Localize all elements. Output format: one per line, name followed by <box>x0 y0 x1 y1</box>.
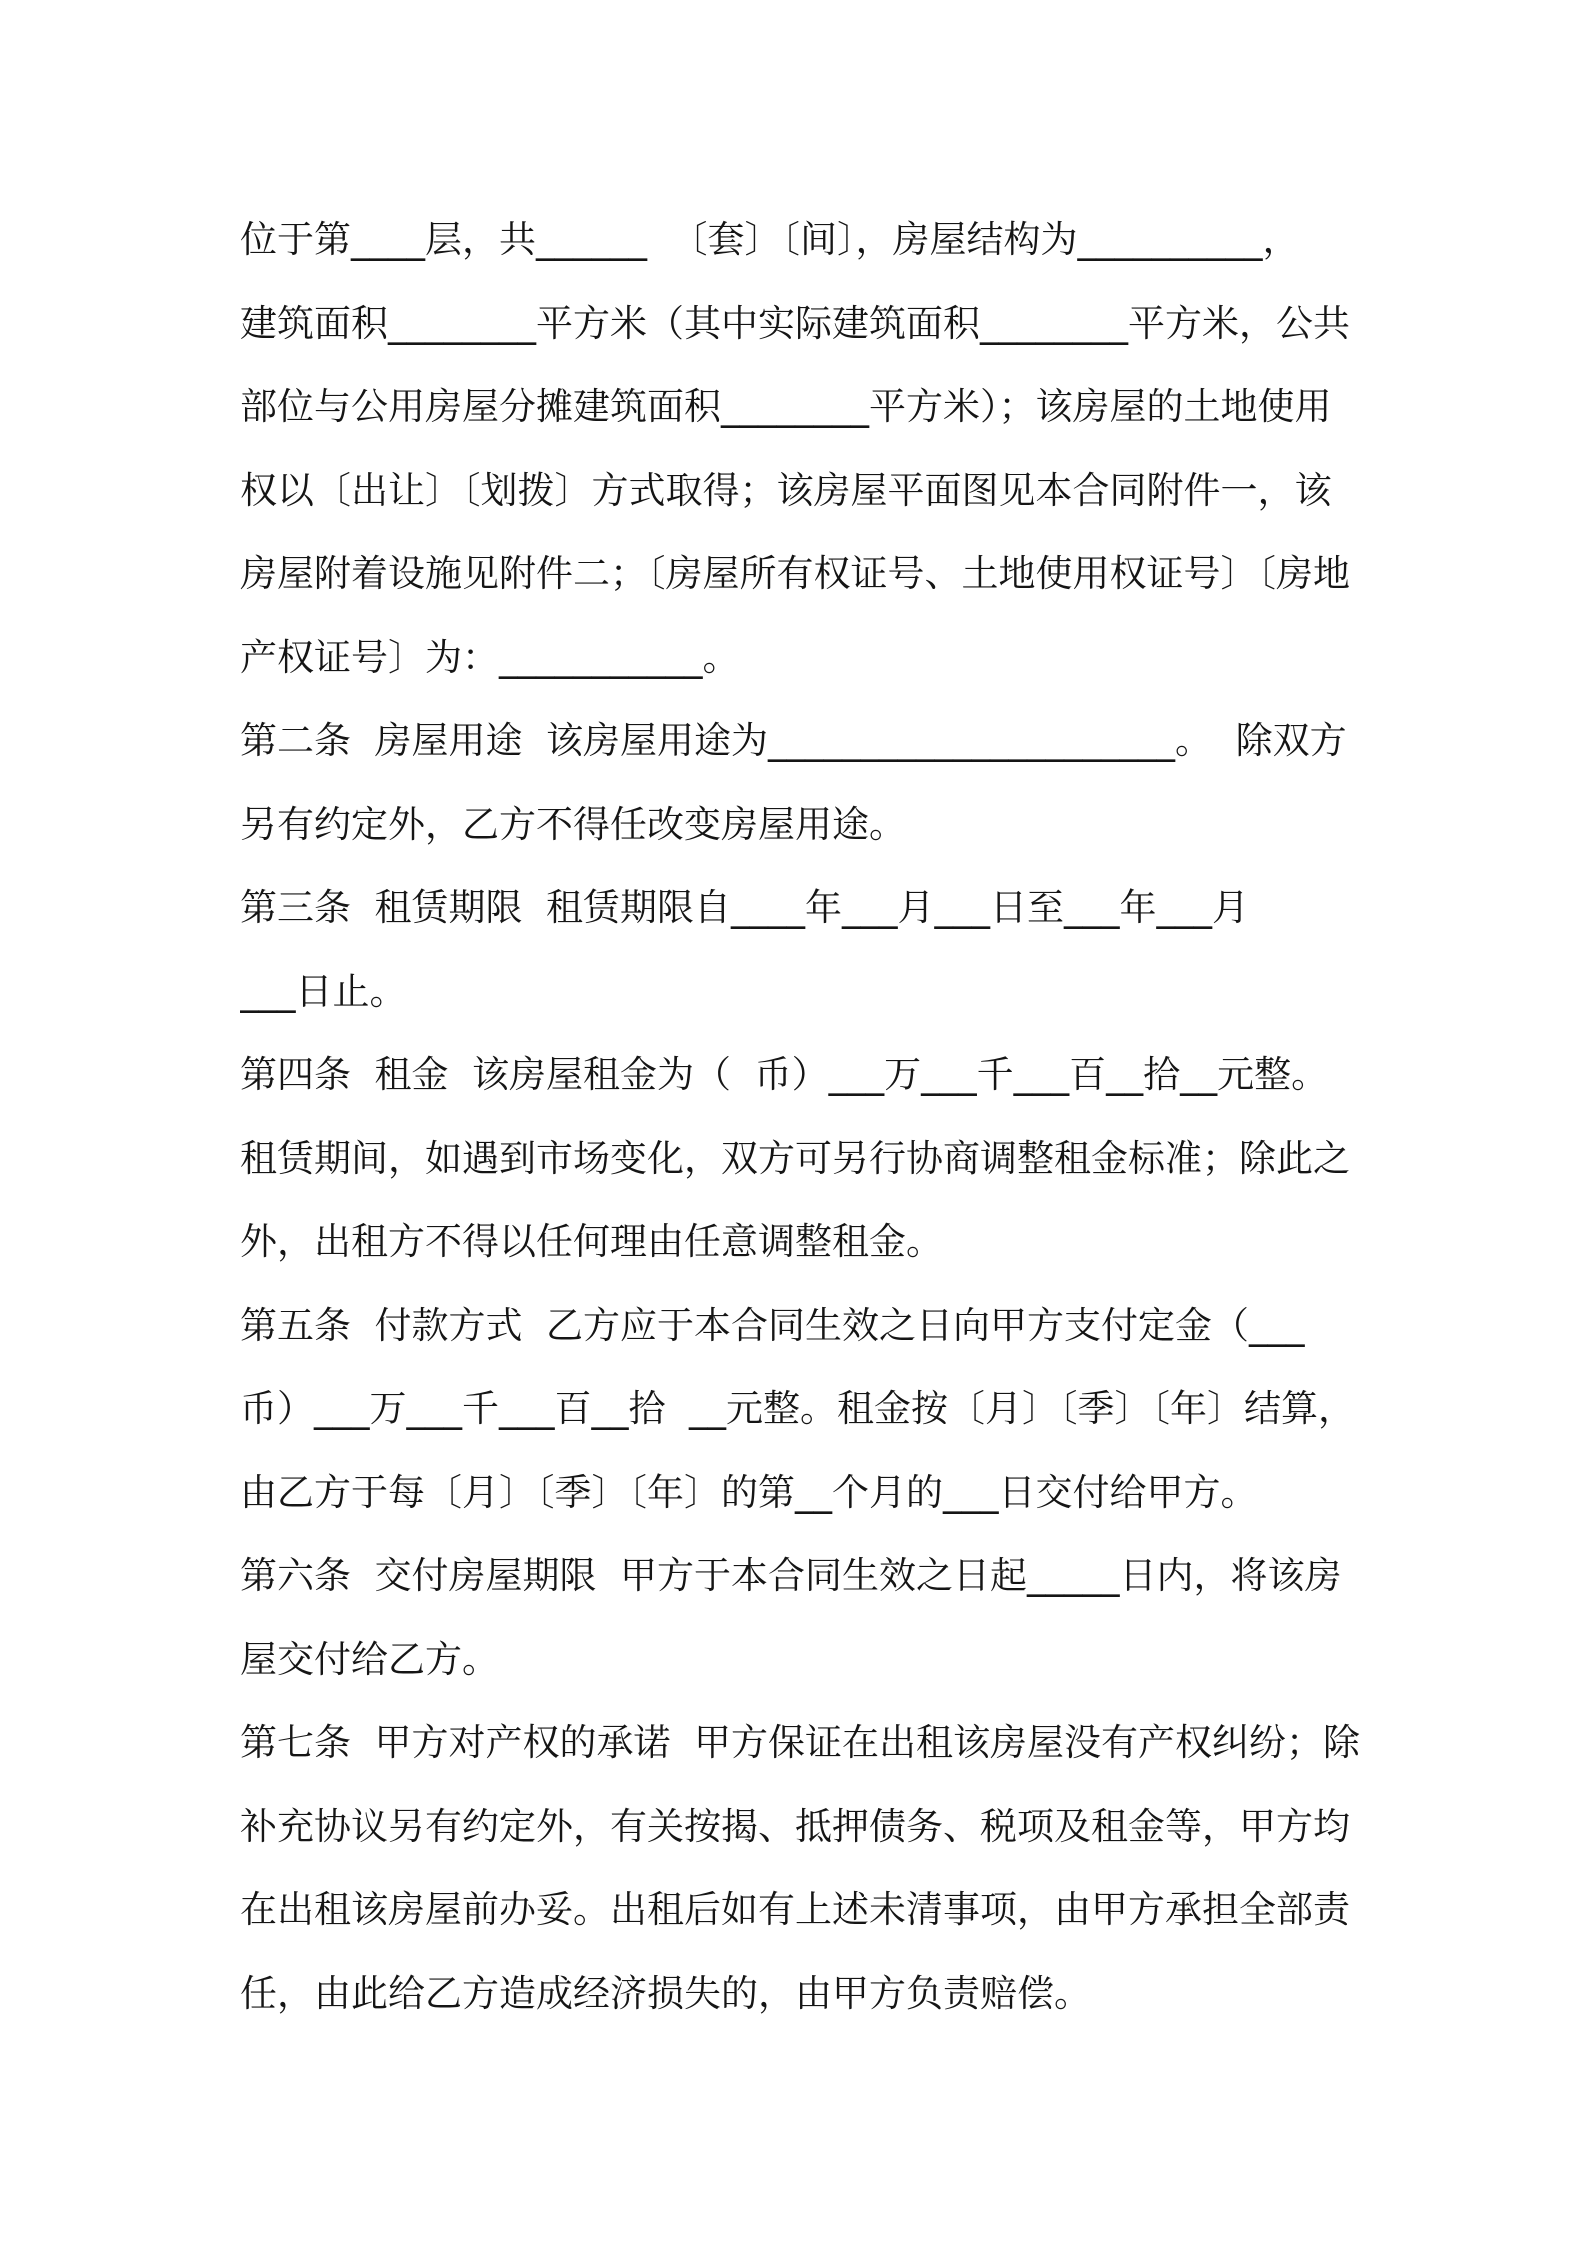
text-line: 由乙方于每〔月〕〔季〕〔年〕的第__个月的___日交付给甲方。 <box>240 1470 1258 1514</box>
text-line: 产权证号〕为：___________。 <box>240 635 740 679</box>
text-line: 租赁期间，如遇到市场变化，双方可另行协商调整租金标准；除此之 <box>240 1136 1350 1180</box>
article-2-heading-line: 第二条 房屋用途 该房屋用途为______________________。 除双方 <box>240 719 1347 762</box>
text-line: 建筑面积________平方米（其中实际建筑面积________平方米，公共 <box>240 301 1350 345</box>
contract-text <box>240 198 1360 2035</box>
text-line: 位于第____层，共______ 〔套〕〔间〕，房屋结构为__________， <box>240 218 1300 261</box>
text-line: 在出租该房屋前办妥。出租后如有上述未清事项，由甲方承担全部责 <box>240 1888 1350 1931</box>
text-line: 权以〔出让〕〔划拨〕方式取得；该房屋平面图见本合同附件一，该 <box>240 468 1332 512</box>
text-line: 房屋附着设施见附件二；〔房屋所有权证号、土地使用权证号〕〔房地 <box>240 552 1350 595</box>
article-5-heading-line: 第五条 付款方式 乙方应于本合同生效之日向甲方支付定金（___ <box>240 1303 1305 1347</box>
text-line: 屋交付给乙方。 <box>240 1637 499 1681</box>
article-6-heading-line: 第六条 交付房屋期限 甲方于本合同生效之日起_____日内，将该房 <box>240 1554 1342 1597</box>
article-4-heading-line: 第四条 租金 该房屋租金为（ 币）___万___千___百__拾__元整。 <box>240 1053 1329 1096</box>
article-7-heading-line: 第七条 甲方对产权的承诺 甲方保证在出租该房屋没有产权纠纷；除 <box>240 1721 1360 1764</box>
text-line: ___日止。 <box>240 969 407 1013</box>
text-line: 币）___万___千___百__拾 __元整。租金按〔月〕〔季〕〔年〕结算， <box>240 1387 1356 1430</box>
text-line: 补充协议另有约定外，有关按揭、抵押债务、税项及租金等，甲方均 <box>240 1804 1350 1848</box>
text-line: 部位与公用房屋分摊建筑面积________平方米）；该房屋的土地使用 <box>240 385 1332 428</box>
article-3-heading-line: 第三条 租赁期限 租赁期限自____年___月___日至___年___月 <box>240 886 1250 929</box>
text-line: 另有约定外，乙方不得任改变房屋用途。 <box>240 802 906 846</box>
text-line: 任，由此给乙方造成经济损失的，由甲方负责赔偿。 <box>240 1971 1091 2015</box>
text-line: 外，出租方不得以任何理由任意调整租金。 <box>240 1220 943 1263</box>
